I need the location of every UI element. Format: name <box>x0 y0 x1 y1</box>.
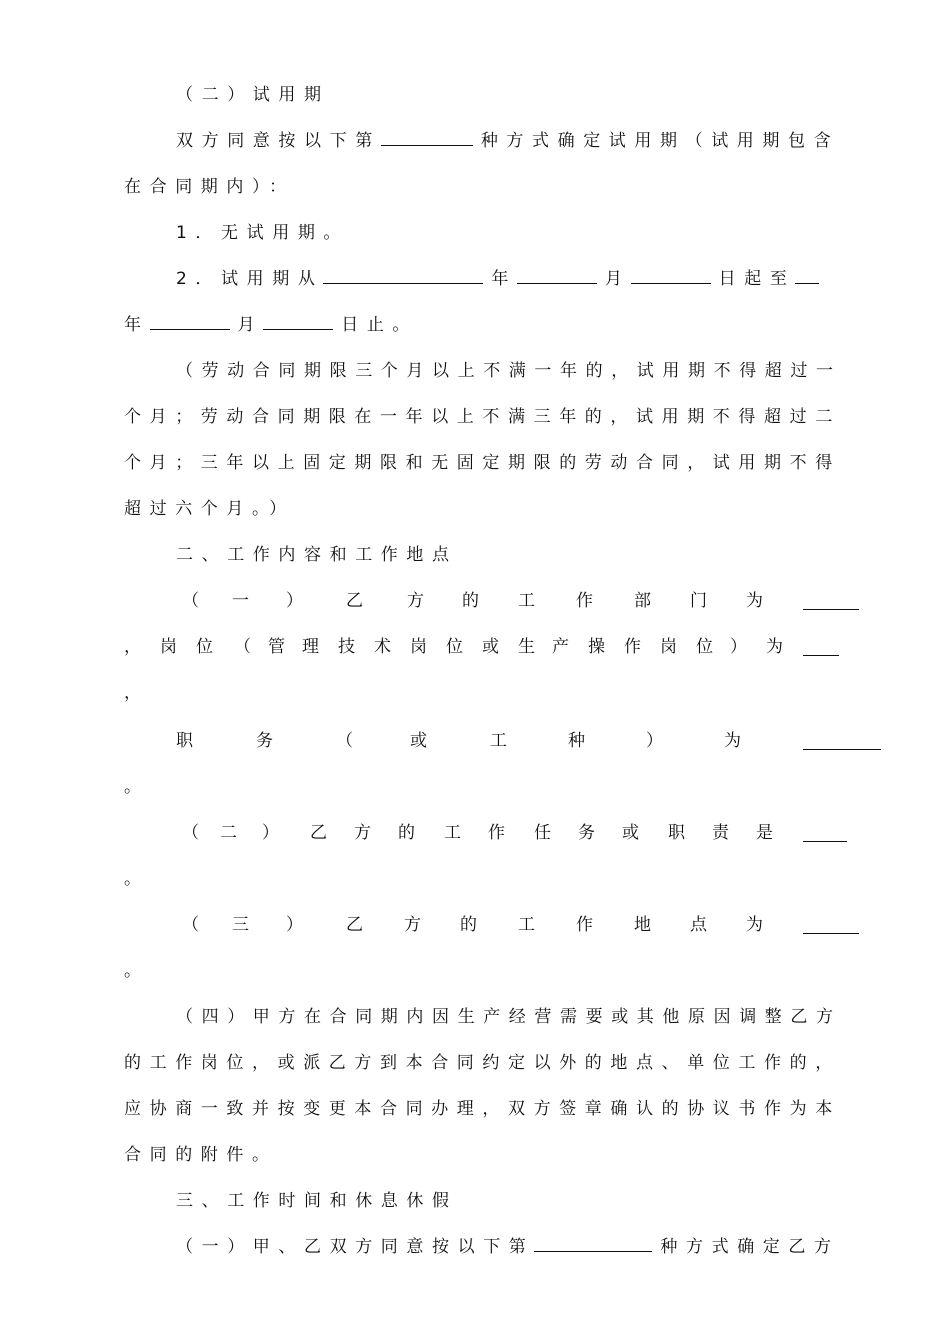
text-run: 方 <box>404 915 421 935</box>
text-run: 岗 <box>160 637 177 657</box>
text-run: 是 <box>756 823 773 843</box>
text-run: 为 <box>766 637 783 657</box>
text-run: 。 <box>124 961 141 981</box>
text-run: 为 <box>724 731 741 751</box>
text-run: （ <box>182 915 199 935</box>
text-run: 责 <box>712 823 729 843</box>
text-run: 。 <box>124 869 141 889</box>
text-run: ） <box>646 731 663 751</box>
text-run: （一）甲、乙双方同意按以下第 <box>176 1237 535 1257</box>
text-run: 方 <box>354 823 371 843</box>
text-run: 理 <box>302 637 319 657</box>
note-paragraph: 个月；三年以上固定期限和无固定期限的劳动合同，试用期不得 <box>124 453 841 473</box>
text-run: （ <box>182 823 199 843</box>
text-run: 的 <box>462 591 479 611</box>
text-run: 方 <box>407 591 424 611</box>
text-run: 三 <box>232 915 249 935</box>
text-run: 乙 <box>346 591 363 611</box>
text-run: 种方式确定乙方 <box>660 1237 840 1257</box>
fill-blank[interactable] <box>381 130 473 146</box>
text-run: 点 <box>690 915 707 935</box>
section-heading-work-content: 二、工作内容和工作地点 <box>176 545 458 565</box>
fill-blank[interactable] <box>795 268 819 284</box>
text-run: 乙 <box>346 915 363 935</box>
text-run: 为 <box>746 915 763 935</box>
paragraph-line: 在合同期内）： <box>124 177 295 197</box>
text-run: 年 <box>491 269 518 289</box>
fill-blank-day[interactable] <box>631 268 711 284</box>
text-run: 务 <box>256 731 273 751</box>
text-run: 岗 <box>660 637 677 657</box>
text-run: ） <box>286 591 303 611</box>
paragraph-line <box>176 1236 840 1258</box>
text-run: （ <box>234 637 251 657</box>
text-run: 或 <box>622 823 639 843</box>
fill-blank-job-title[interactable] <box>803 749 881 750</box>
text-run: 操 <box>588 637 605 657</box>
text-run: 。 <box>124 777 141 797</box>
text-run: 的 <box>460 915 477 935</box>
text-run: ， <box>124 683 141 703</box>
text-run: 月 <box>237 315 264 335</box>
text-run: 年 <box>124 315 150 335</box>
fill-blank-duties[interactable] <box>803 841 847 842</box>
text-run: 或 <box>410 731 427 751</box>
paragraph-line: 的工作岗位，或派乙方到本合同约定以外的地点、单位工作的， <box>124 1053 841 1073</box>
text-run: 一 <box>232 591 249 611</box>
text-run: 位 <box>696 637 713 657</box>
text-run: 术 <box>374 637 391 657</box>
text-run: 职 <box>668 823 685 843</box>
text-run: 技 <box>338 637 355 657</box>
text-run: 或 <box>482 637 499 657</box>
text-run: 作 <box>488 823 505 843</box>
text-run: 种 <box>568 731 585 751</box>
text-run: ） <box>286 915 303 935</box>
text-run: ） <box>730 637 747 657</box>
text-run: 位 <box>446 637 463 657</box>
note-paragraph: 个月；劳动合同期限在一年以上不满三年的，试用期不得超过二 <box>124 407 841 427</box>
fill-blank[interactable] <box>534 1236 652 1252</box>
text-run: 务 <box>578 823 595 843</box>
note-paragraph: 超过六个月。） <box>124 499 295 519</box>
text-run: 职 <box>176 731 193 751</box>
section-heading-work-hours: 三、工作时间和休息休假 <box>176 1191 458 1211</box>
fill-blank-location[interactable] <box>803 933 859 934</box>
text-run: 2．试用期从 <box>176 269 324 289</box>
text-run: 作 <box>576 915 593 935</box>
paragraph-line: （四）甲方在合同期内因生产经营需要或其他原因调整乙方 <box>176 1007 842 1027</box>
text-run: （ <box>336 731 353 751</box>
text-run: 的 <box>398 823 415 843</box>
text-run: 地 <box>634 915 651 935</box>
text-run: 作 <box>576 591 593 611</box>
paragraph-line: 合同的附件。 <box>124 1145 278 1165</box>
text-run: 工 <box>490 731 507 751</box>
text-run: 管 <box>268 637 285 657</box>
text-run: ， <box>124 637 141 657</box>
text-run: 工 <box>518 915 535 935</box>
fill-blank-month[interactable] <box>517 268 597 284</box>
section-heading-probation: （二）试用期 <box>176 85 330 105</box>
text-run: 双方同意按以下第 <box>176 131 381 151</box>
fill-blank-month[interactable] <box>150 314 230 330</box>
text-run: 工 <box>444 823 461 843</box>
paragraph-line <box>176 130 839 152</box>
text-run: 月 <box>605 269 631 289</box>
text-run: 日起至 <box>718 269 796 289</box>
list-item: 1．无试用期。 <box>176 223 350 243</box>
text-run: 位 <box>196 637 213 657</box>
text-run: 乙 <box>310 823 327 843</box>
fill-blank-year[interactable] <box>323 268 483 284</box>
note-paragraph: （劳动合同期限三个月以上不满一年的，试用期不得超过一 <box>176 361 842 381</box>
fill-blank-department[interactable] <box>803 609 859 610</box>
text-run: 为 <box>746 591 763 611</box>
text-run: 部 <box>634 591 651 611</box>
paragraph-line: 应协商一致并按变更本合同办理，双方签章确认的协议书作为本 <box>124 1099 841 1119</box>
text-run: 生 <box>518 637 535 657</box>
list-item-continued <box>124 314 418 336</box>
fill-blank-position[interactable] <box>803 655 839 656</box>
text-run: 种方式确定试用期（试用期包含 <box>480 131 840 151</box>
text-run: 二 <box>220 823 237 843</box>
text-run: 工 <box>518 591 535 611</box>
text-run: （ <box>182 591 199 611</box>
text-run: 岗 <box>410 637 427 657</box>
text-run: ） <box>262 823 279 843</box>
text-run: 作 <box>624 637 641 657</box>
text-run: 日止。 <box>341 315 419 335</box>
text-run: 产 <box>552 637 569 657</box>
list-item <box>176 268 819 290</box>
text-run: 任 <box>534 823 551 843</box>
text-run: 门 <box>690 591 707 611</box>
fill-blank-day[interactable] <box>263 314 333 330</box>
